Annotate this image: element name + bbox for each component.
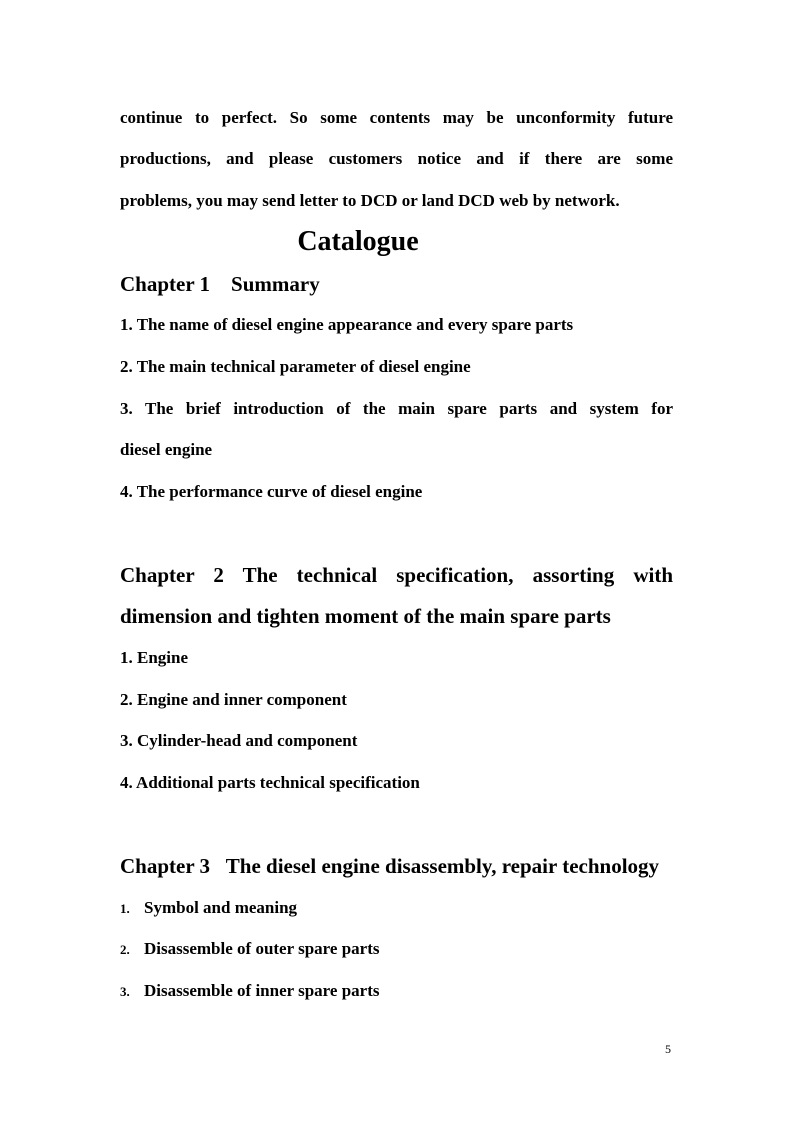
chapter-3-item	[120, 898, 673, 919]
chapter-2-heading-line-2: dimension and tighten moment of the main spare parts	[120, 604, 611, 628]
chapter-3-item-number: 3.	[120, 984, 130, 999]
chapter-1-heading: Chapter 1 Summary	[120, 272, 320, 296]
chapter-3-item-text: Disassemble of outer spare parts	[144, 939, 380, 958]
chapter-1-item: 4. The performance curve of diesel engine	[120, 482, 423, 501]
chapter-1-item: 3. The brief introduction of the main spare parts and system for	[120, 399, 673, 418]
chapter-3-item-number: 2.	[120, 942, 130, 957]
chapter-3-item-text: Symbol and meaning	[144, 898, 298, 917]
chapter-3-item	[120, 939, 673, 960]
chapter-2-item: 2. Engine and inner component	[120, 690, 347, 709]
intro-line-2: productions, and please customers notice and if there are some	[120, 149, 673, 168]
intro-line-1: continue to perfect. So some contents may be unconformity future	[120, 108, 673, 127]
chapter-1-item-continuation: diesel engine	[120, 440, 213, 459]
intro-line-3: problems, you may send letter to DCD or land DCD web by network.	[120, 191, 620, 210]
chapter-3-heading: Chapter 3 The diesel engine disassembly, repair technology	[120, 854, 660, 878]
chapter-3-item	[120, 981, 673, 1002]
chapter-2-item: 3. Cylinder-head and component	[120, 731, 358, 750]
chapter-2-item: 4. Additional parts technical specification	[120, 773, 420, 792]
chapter-2-heading-line-1: Chapter 2 The technical specification, assorting with	[120, 563, 673, 587]
chapter-3-item-number: 1.	[120, 901, 130, 916]
chapter-2-item: 1. Engine	[120, 648, 189, 667]
chapter-1-item: 2. The main technical parameter of diesel engine	[120, 357, 471, 376]
chapter-1-item: 1. The name of diesel engine appearance and every spare parts	[120, 315, 574, 334]
chapter-3-item-text: Disassemble of inner spare parts	[144, 981, 380, 1000]
page-number: 5	[665, 1042, 671, 1056]
catalogue-title: Catalogue	[297, 226, 419, 257]
